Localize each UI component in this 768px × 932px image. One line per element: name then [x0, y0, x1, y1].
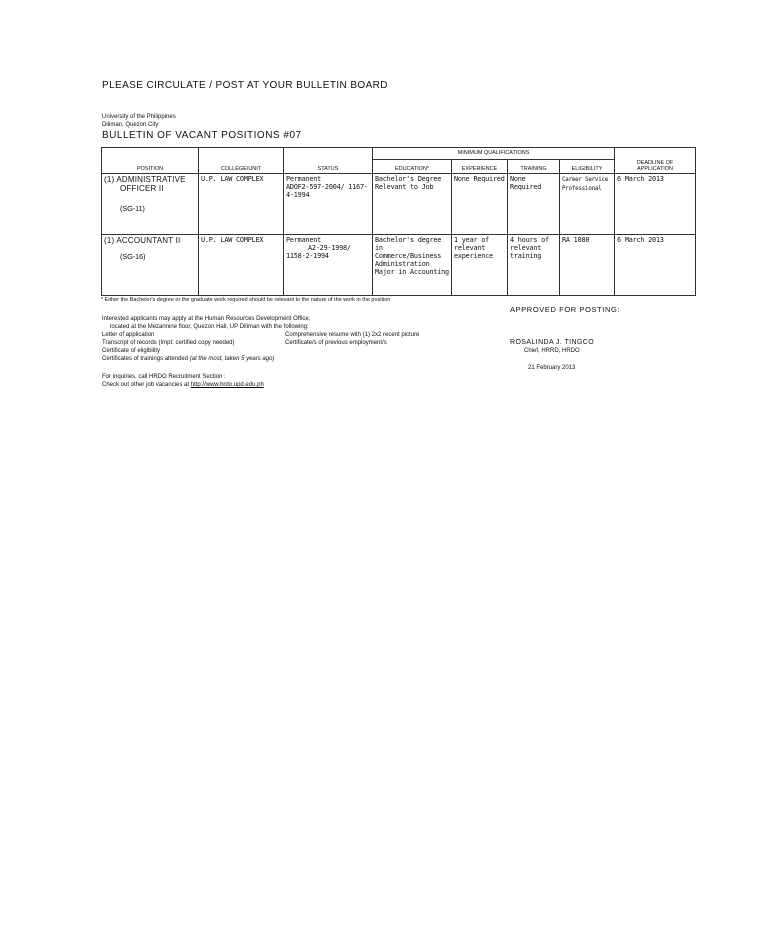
table-row [102, 174, 696, 235]
university-address [102, 113, 176, 129]
col-header-college: COLLEGE/UNIT [199, 148, 284, 174]
signatory-title: Chief, HRRD, HRDO [524, 348, 580, 354]
status-cell [284, 174, 373, 235]
position-cell [102, 235, 199, 296]
col-header-experience: EXPERIENCE [452, 160, 508, 174]
university-location: Diliman, Quezon City [102, 122, 159, 128]
education-footnote: * Either the Bachelor's degree or the graduate work required should be relevant to the nature of the work in the position [101, 297, 391, 303]
bulletin-title: BULLETIN OF VACANT POSITIONS #07 [102, 130, 302, 141]
college-cell: U.P. LAW COMPLEX [199, 235, 284, 296]
circulate-title: PLEASE CIRCULATE / POST AT YOUR BULLETIN BOARD [102, 80, 388, 91]
trainings-label: Certificates of trainings attended [102, 356, 189, 362]
eligibility-cell [560, 174, 615, 235]
contact-info [102, 373, 264, 389]
experience-cell: 1 year of relevant experience [452, 235, 508, 296]
status-cell [284, 235, 373, 296]
col-header-training: TRAINING [508, 160, 560, 174]
requirement-row [102, 339, 522, 347]
position-title: (1) ADMINISTRATIVE [104, 175, 186, 184]
requirement-item: Transcript of records (Impt: certified copy needed) [102, 340, 235, 346]
requirements-intro-cont: located at the Mezannine floor, Quezon Hall, UP Diliman with the following: [110, 324, 309, 330]
education-cell: Bachelor's degree in Commerce/Business Administration Major in Accounting [373, 235, 452, 296]
requirement-row [102, 347, 522, 355]
trainings-note: (at the most, taken 5 years ago) [189, 356, 275, 362]
position-title: (1) ACCOUNTANT II [104, 236, 181, 245]
col-header-position: POSITION [102, 148, 199, 174]
experience-cell: None Required [452, 174, 508, 235]
requirement-item: Comprehensive resume with (1) 2x2 recent picture [285, 332, 420, 338]
college-cell: U.P. LAW COMPLEX [199, 174, 284, 235]
salary-grade: (SG-16) [120, 252, 146, 261]
status-item-number: ADOF2-597-2004/ 1167-4-1994 [286, 183, 368, 199]
requirement-row [102, 331, 522, 339]
training-cell: None Required [508, 174, 560, 235]
deadline-cell: 6 March 2013 [615, 235, 696, 296]
requirements-intro: Interested applicants may apply at the Human Resources Development Office, [102, 316, 311, 322]
eligibility-value: Career Service Professional [562, 177, 609, 192]
col-header-eligibility: ELIGIBILITY [560, 160, 615, 174]
requirement-item: Certificate/s of previous employment/s [285, 340, 387, 346]
col-header-education: EDUCATION* [373, 160, 452, 174]
approved-label: APPROVED FOR POSTING: [510, 305, 621, 314]
university-name: University of the Philippines [102, 114, 176, 120]
position-title-cont: OFFICER II [120, 184, 164, 193]
training-cell: 4 hours of relevant training [508, 235, 560, 296]
col-header-deadline [615, 148, 696, 174]
vacant-positions-table [101, 147, 696, 296]
deadline-header-line1: DEADLINE OF [636, 160, 674, 166]
approval-date: 21 February 2013 [528, 365, 576, 371]
inquiries-text: For inquiries, call HRDO Recruitment Section : [102, 374, 226, 380]
vacancies-text [102, 381, 264, 389]
status-type: Permanent [286, 236, 322, 244]
status-type: Permanent [286, 175, 322, 183]
application-requirements [102, 315, 522, 363]
position-cell [102, 174, 199, 235]
signatory-name: ROSALINDA J. TINGCO [510, 339, 595, 346]
requirement-item: Letter of application [102, 332, 155, 338]
status-item-number-cont: 1158-2-1994 [286, 252, 329, 260]
min-qualifications-header: MINIMUM QUALIFICATIONS [373, 148, 615, 160]
deadline-cell: 6 March 2013 [615, 174, 696, 235]
col-header-status-top [284, 148, 373, 160]
education-cell: Bachelor's Degree Relevant to Job [373, 174, 452, 235]
vacancies-prefix: Check out other job vacancies at [102, 382, 190, 388]
requirement-trainings [102, 355, 522, 363]
requirement-item: Certificate of eligibility [102, 348, 161, 354]
eligibility-cell: RA 1080 [560, 235, 615, 296]
table-row [102, 235, 696, 296]
status-item-number: A2-29-1998/ [308, 244, 351, 252]
col-header-status: STATUS [284, 160, 373, 174]
deadline-header-line2: APPLICATION [637, 166, 674, 172]
salary-grade: (SG-11) [120, 204, 145, 213]
hrdo-website-link[interactable]: http://www.hrdo.upd.edu.ph [190, 382, 264, 388]
